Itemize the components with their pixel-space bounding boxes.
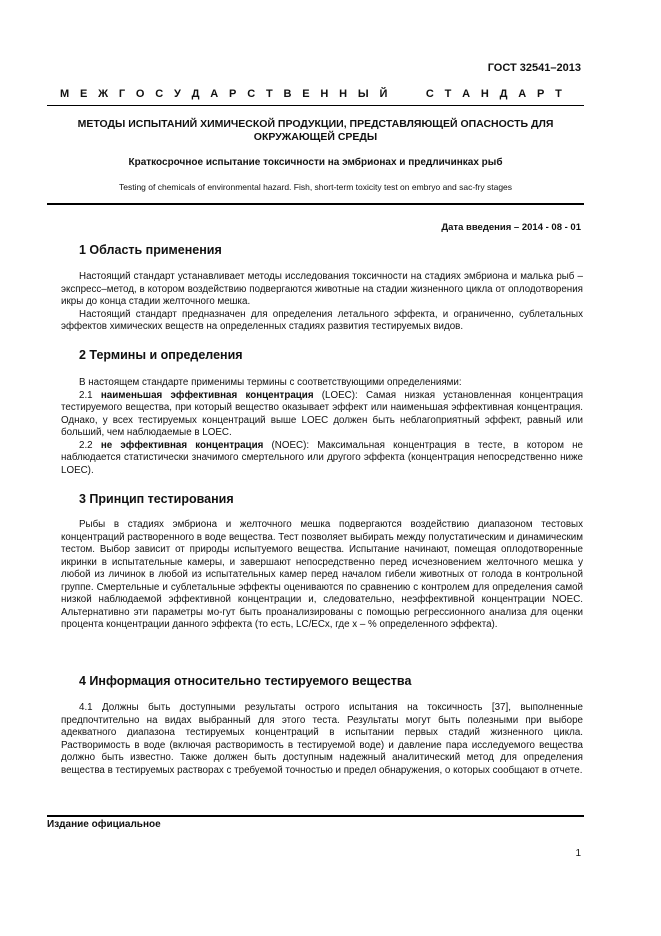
term-1-definition: (LOEC): Самая низкая установленная концентрация тестируемого вещества, при который вещество оказывает эффект или наименьшая эффективная концентрация. Однако, у всех тестируемых концентраций выше LOEC должен быть неблагоприятный эффект, равный или больший, чем наблюдаемые в LOEC. [61,389,584,438]
introduction-date: Дата введения – 2014 - 08 - 01 [441,222,581,233]
interstate-letter: Т [265,88,273,100]
official-edition-label: Издание официальное [47,819,161,830]
section-1-heading: 1 Область применения [79,243,222,257]
term-2-number: 2.2 [79,439,101,451]
document-title [47,118,584,144]
section-2-paragraph-1: В настоящем стандарте применимы термины с соответствующими определениями: [79,377,462,388]
interstate-letter: О [135,88,145,100]
interstate-letter: А [518,88,527,100]
section-4-paragraph-1: 4.1 Должны быть доступными результаты острого испытания на токсичность [37], выполненные предпочтительно на видах выбранный для этого теста. Результаты могут быть полезными при выборе адекватного диапазона тестируемых концентраций в испытании первых стадий жизненного цикла. Растворимость в воде (включая растворимость в тестируемой воде) и давление пара исследуемого вещества должно быть известно. Также должен быть доступным надежный аналитический метод для определения вещества в тестируемых растворах с требуемой точностью и предел обнаружения, о которых сообщают в отчете. [61,702,583,776]
section-1-paragraph-2: Настоящий стандарт предназначен для определения летального эффекта, и ограниченно, сублетальных эффектов химических веществ на определенных стадиях развития тестируемых видов. [61,308,583,332]
interstate-letter: А [210,88,219,100]
interstate-letter: Й [379,88,388,100]
interstate-letter: Е [302,88,310,100]
interstate-letter: С [425,88,434,100]
interstate-letter: Ж [98,88,109,100]
section-4-heading: 4 Информация относительно тестируемого вещества [79,674,412,688]
title-rule [47,203,584,205]
section-1-paragraph-1: Настоящий стандарт устанавливает методы исследования токсичности на стадиях эмбриона и малька рыб – экспресс–метод, в котором воздействию подвергаются животные на стадии жизненного цикла от оплодотворения икры до конца стадии желточного мешка. [61,271,583,307]
interstate-standard-banner [60,88,562,100]
section-3-paragraph-1: Рыбы в стадиях эмбриона и желточного мешка подвергаются воздействию диапазоном тестовых концентраций растворенного в воде вещества. Тест позволяет выбирать между полустатическим и динамическим тестом. Выбор зависит от природы испытуемого вещества. Испытание начинают, помещая оплодотворенные икринки в испытательные камеры, и завершают непосредственно перед исчезновением желточного мешка у любой из личинок в любой из испытательных камер перед началом гибели животных от голода в контрольной группе. Смертельные и сублетальные эффекты оцениваются по сравнению с контролем для определения самой низкой наблюдаемой эффективной концентрации и, следовательно, неэффективной концентрации NOEC. Альтернативно эти параметры мо-гут быть проанализированы с помощью регрессионного анализа для оценки процента концентрации данного эффекта (то есть, LC/ECx, где x – % определенного эффекта). [61,519,583,630]
interstate-letter: Д [499,88,508,100]
term-1-name: наименьшая эффективная концентрация [100,389,314,401]
interstate-letter: Т [555,88,562,100]
english-title: Testing of chemicals of environmental hazard. Fish, short-term toxicity test on embryo and sac-fry stages [118,182,513,192]
section-2-term-1 [61,390,583,440]
section-3-body [61,519,583,632]
interstate-letters [60,88,562,100]
document-subtitle: Краткосрочное испытание токсичности на эмбрионах и предличинках рыб [128,157,503,168]
interstate-letter: У [174,88,181,100]
term-1-number: 2.1 [79,389,101,401]
title-line-2: ОКРУЖАЮЩЕЙ СРЕДЫ [253,131,378,143]
page-number: 1 [575,848,581,859]
section-2-term-2 [61,440,583,478]
section-1-body [61,271,583,334]
interstate-letter: Г [118,88,126,100]
section-2-heading: 2 Термины и определения [79,348,243,362]
interstate-letter: Н [480,88,489,100]
interstate-letter: Т [444,88,452,100]
interstate-letter: Р [229,88,237,100]
interstate-letter: Н [320,88,329,100]
interstate-letter: М [60,88,70,100]
interstate-letter: Д [191,88,200,100]
standard-number: ГОСТ 32541–2013 [487,62,581,74]
header-rule [47,105,584,106]
interstate-letter: Ы [357,88,369,100]
section-4-body [61,702,583,777]
interstate-letter [398,88,401,100]
interstate-letter: С [155,88,164,100]
interstate-letter: Е [79,88,88,100]
term-2-definition: (NOEC): Максимальная концентрация в тесте, в котором не наблюдается статистически значимого смертельного или другого эффекта (концентрация непосредственно ниже LOEC). [61,439,584,476]
interstate-letter: С [247,88,256,100]
term-2-name: не эффективная концентрация [100,439,264,451]
section-2-body [61,377,583,477]
section-3-heading: 3 Принцип тестирования [79,492,234,506]
interstate-letter: Н [339,88,348,100]
footer-rule [47,815,584,817]
interstate-letter: Р [537,88,545,100]
interstate-letter: А [462,88,471,100]
title-line-1: МЕТОДЫ ИСПЫТАНИЙ ХИМИЧЕСКОЙ ПРОДУКЦИИ, ПРЕДСТАВЛЯЮЩЕЙ ОПАСНОСТЬ ДЛЯ [77,118,554,130]
interstate-letter: В [283,88,292,100]
interstate-letter [412,88,415,100]
